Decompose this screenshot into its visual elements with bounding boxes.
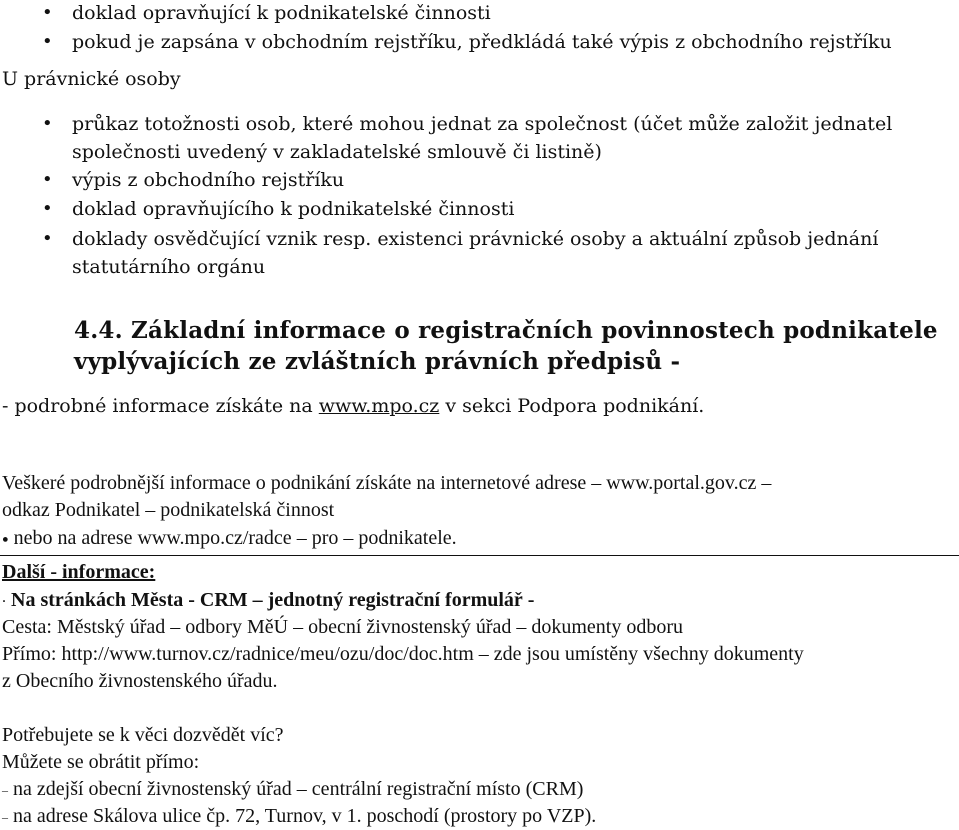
more-info-heading: Další - informace: xyxy=(2,561,156,583)
contact-item xyxy=(2,805,596,828)
portal-line: Veškeré podrobnější informace o podnikání získáte na internetové adrese – www.portal.gov.cz – xyxy=(2,472,772,494)
bullet: • xyxy=(42,113,53,134)
bullet: • xyxy=(42,31,53,52)
crm-text: Na stránkách Města - CRM – jednotný registrační formulář - xyxy=(11,589,535,611)
bullet: • xyxy=(42,169,53,190)
radce-link[interactable]: www.mpo.cz/radce xyxy=(137,527,292,549)
contact-intro: Můžete se obrátit přímo: xyxy=(2,751,200,773)
radce-suffix: – pro – podnikatele. xyxy=(291,527,457,549)
dash-marker: – xyxy=(2,809,8,824)
path-line: Cesta: Městský úřad – odbory MěÚ – obecní živnostenský úřad – dokumenty odboru xyxy=(2,616,684,638)
radce-prefix: nebo na adrese xyxy=(13,527,138,549)
contact-item-text: na adrese Skálova ulice čp. 72, Turnov, v 1. poschodí (prostory po VZP). xyxy=(13,805,597,827)
list-item: doklady osvědčující vznik resp. existenci právnické osoby a aktuální způsob jednání xyxy=(72,228,879,250)
bullet: • xyxy=(42,228,53,249)
list-item: výpis z obchodního rejstříku xyxy=(72,169,345,191)
contact-item-text: na zdejší obecní živnostenský úřad – centrální registrační místo (CRM) xyxy=(13,778,584,800)
list-item-continued: společnosti uvedený v zakladatelské smlouvě či listině) xyxy=(72,141,602,163)
direct-suffix: – zde jsou umístěny všechny dokumenty xyxy=(473,643,804,665)
bullet: • xyxy=(42,2,53,23)
mpo-info-line xyxy=(2,395,704,417)
list-item-continued: statutárního orgánu xyxy=(72,256,266,278)
direct-link[interactable]: http://www.turnov.cz/radnice/meu/ozu/doc/doc.htm xyxy=(61,643,474,665)
mpo-prefix: - podrobné informace získáte na xyxy=(2,395,319,417)
direct-line xyxy=(2,643,804,666)
legal-entity-heading: U právnické osoby xyxy=(2,68,181,90)
horizontal-rule xyxy=(0,555,959,556)
mpo-link[interactable]: www.mpo.cz xyxy=(318,395,440,417)
contact-question: Potřebujete se k věci dozvědět víc? xyxy=(2,724,284,746)
list-item: pokud je zapsána v obchodním rejstříku, předkládá také výpis z obchodního rejstříku xyxy=(72,31,892,53)
list-item: doklad opravňujícího k podnikatelské činnosti xyxy=(72,198,515,220)
portal-link-path: odkaz Podnikatel – podnikatelská činnost xyxy=(2,499,335,521)
list-item: průkaz totožnosti osob, které mohou jednat za společnost (účet může založit jednatel xyxy=(72,113,893,135)
mpo-suffix: v sekci Podpora podnikání. xyxy=(439,395,705,417)
direct-line-2: z Obecního živnostenského úřadu. xyxy=(2,670,278,692)
bullet: ● xyxy=(2,533,9,546)
section-heading-line1: 4.4. Základní informace o registračních povinnostech podnikatele xyxy=(74,317,938,344)
dash-marker: – xyxy=(2,782,8,797)
list-item: doklad opravňující k podnikatelské činnosti xyxy=(72,2,491,24)
section-heading-line2: vyplývajících ze zvláštních právních předpisů - xyxy=(74,348,681,375)
radce-line xyxy=(2,527,457,550)
crm-line xyxy=(2,589,534,612)
bullet: · xyxy=(2,593,7,608)
direct-prefix: Přímo: xyxy=(2,643,62,665)
bullet: • xyxy=(42,198,53,219)
contact-item xyxy=(2,778,583,801)
